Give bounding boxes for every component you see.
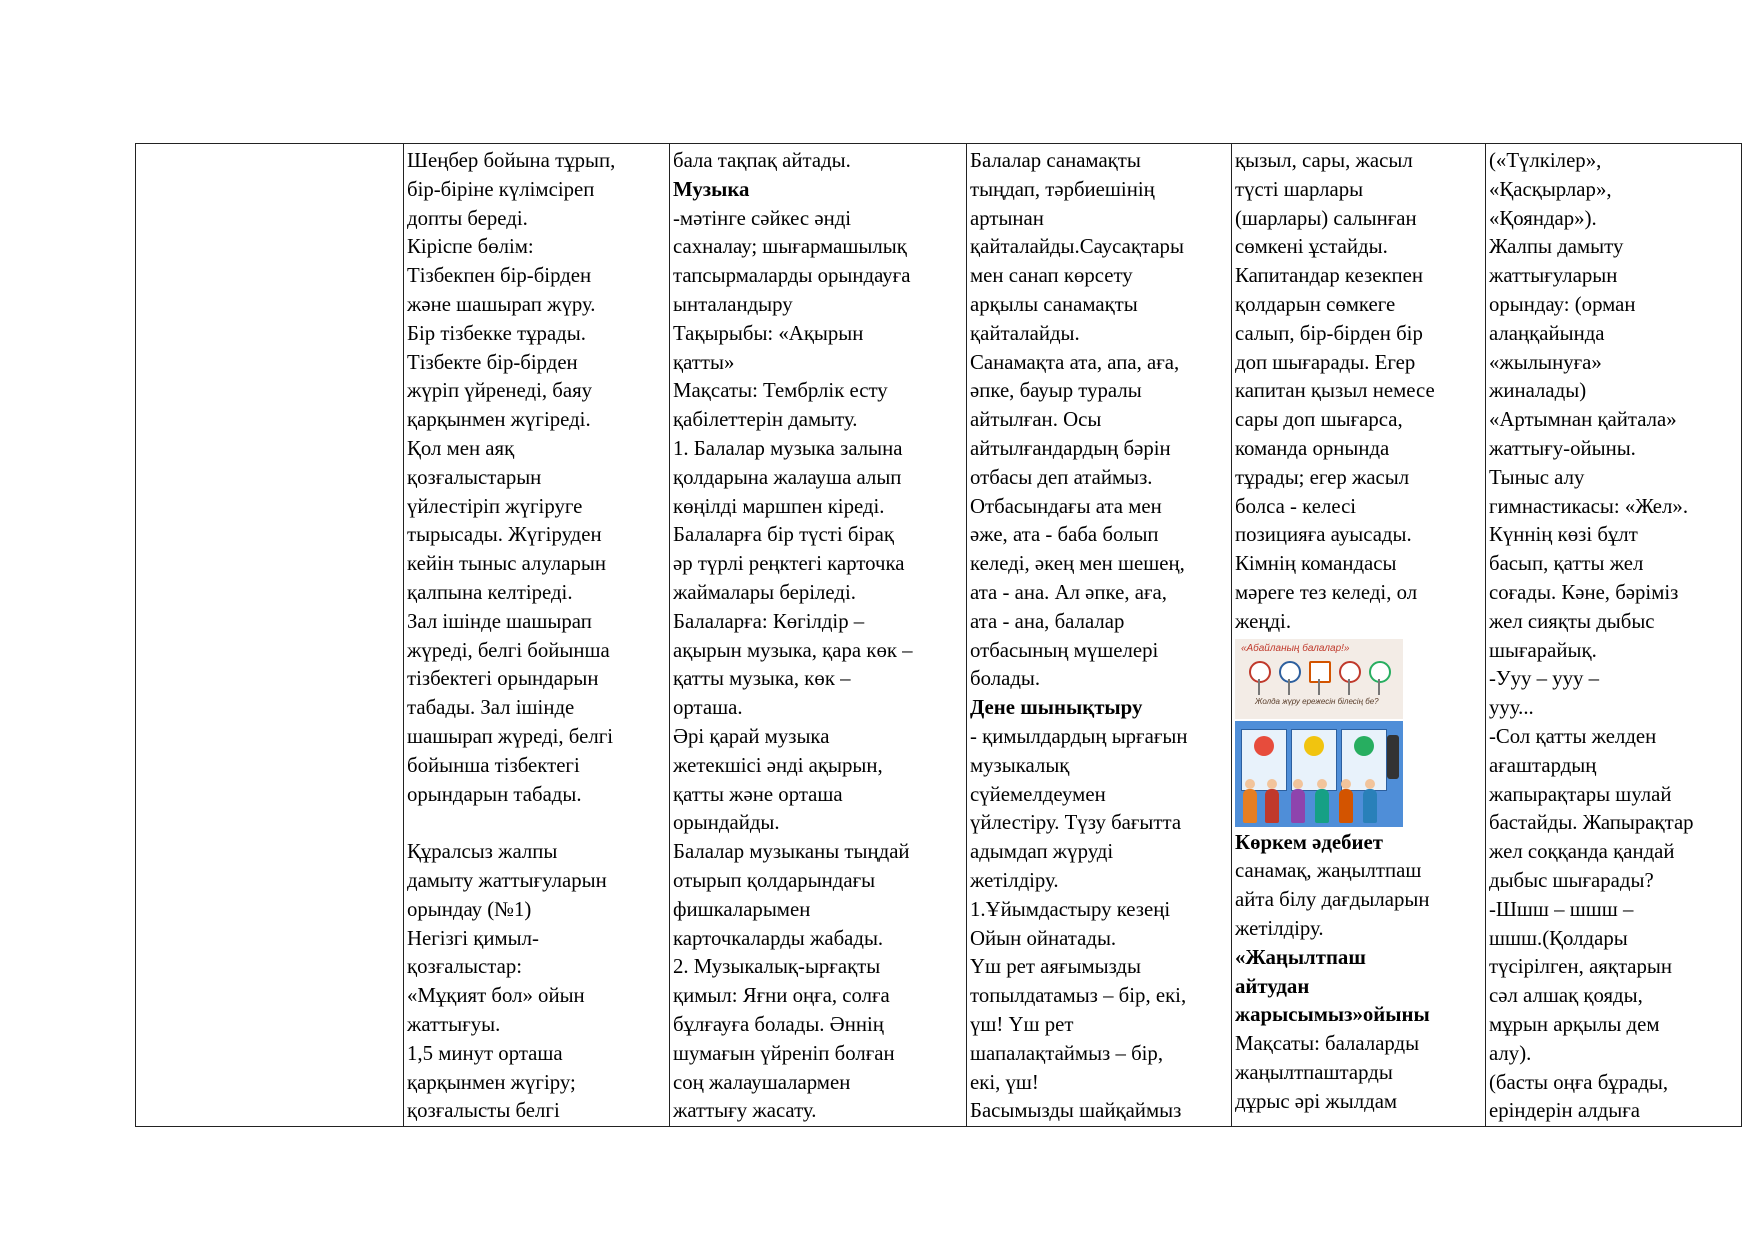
child-figure-icon	[1291, 789, 1305, 823]
text-line: үйлестіріп жүгіруге	[407, 494, 583, 518]
text-line: соң жалаушалармен	[673, 1070, 851, 1094]
text-line: Тақырыбы: «Ақырын	[673, 321, 864, 345]
text-line: орташа.	[673, 696, 743, 720]
section-heading: Дене шынықтыру	[970, 696, 1143, 720]
text-line: мен санап көрсету	[970, 264, 1133, 288]
text-line: жетілдіру.	[970, 868, 1059, 892]
text-line: Балаларға бір түсті бірақ	[673, 523, 894, 547]
text-line: бала тақпақ айтады.	[673, 149, 851, 172]
text-line: қозғалыстар:	[407, 955, 522, 979]
text-line: салып, бір-бірден бір	[1235, 321, 1423, 345]
text-line: (шарлары) салынған	[1235, 206, 1417, 230]
text-line: болса - келесі	[1235, 494, 1357, 518]
text-line: 2. Музыкалық-ырғақты	[673, 955, 881, 979]
child-figure-icon	[1363, 789, 1377, 823]
text-line: болады.	[970, 667, 1041, 691]
section-heading: Музыка	[673, 177, 750, 201]
text-line: кейін тыныс алуларын	[407, 552, 607, 576]
text-line: жаттығу жасату.	[673, 1099, 817, 1123]
text-line: жаттығу-ойыны.	[1489, 436, 1636, 460]
text-line: дұрыс әрі жылдам	[1235, 1089, 1398, 1113]
text-line: алу).	[1489, 1041, 1532, 1065]
text-line: орындарын табады.	[407, 782, 582, 806]
text-line: жел соққанда қандай	[1489, 840, 1675, 864]
text-line: бастайды. Жапырақтар	[1489, 811, 1694, 835]
sign-pole-icon	[1288, 679, 1290, 695]
text-line: музыкалық	[970, 753, 1070, 777]
text-line: қарқынмен жүгіреді.	[407, 408, 591, 432]
section-heading: жарысымыз»ойыны	[1235, 1003, 1430, 1027]
text-line: Капитандар кезекпен	[1235, 264, 1424, 288]
text-line: Мақсаты: балаларды	[1235, 1032, 1420, 1056]
text-line: және шашырап жүру.	[407, 292, 596, 316]
text-line: «Мұқият бол» ойын	[407, 984, 585, 1008]
sign-pole-icon	[1378, 679, 1380, 695]
text-line: қатты музыка, көк –	[673, 667, 851, 691]
text-line: Бір тізбекке тұрады.	[407, 321, 586, 345]
table-column-empty	[136, 144, 404, 1126]
table-column-2	[670, 144, 967, 1126]
text-line: айтылған. Осы	[970, 408, 1102, 432]
text-line: ата - ана. Ал әпке, аға,	[970, 580, 1167, 604]
text-line: тізбектегі орындарын	[407, 667, 599, 691]
text-line: «жылынуға»	[1489, 350, 1602, 374]
text-line: Зал ішінде шашырап	[407, 609, 592, 633]
text-line: Ойын ойнатады.	[970, 926, 1117, 950]
text-line: шумағын үйреніп болған	[673, 1041, 895, 1065]
illustration-road-signs	[1235, 639, 1403, 719]
column-4-top-text	[1235, 147, 1481, 637]
text-line: Кіріспе бөлім:	[407, 235, 534, 259]
text-line: жүріп үйренеді, баяу	[407, 379, 593, 403]
text-line: шашырап жүреді, белгі	[407, 724, 614, 748]
text-line: Балалар музыканы тыңдай	[673, 840, 910, 864]
text-line: орындау: (орман	[1489, 292, 1636, 316]
text-line: шшш.(Қолдары	[1489, 926, 1628, 950]
text-line: («Түлкілер»,	[1489, 149, 1602, 172]
child-figure-icon	[1315, 789, 1329, 823]
text-line: сөмкені ұстайды.	[1235, 235, 1388, 259]
table-column-4	[1232, 144, 1486, 1126]
text-line: Қол мен аяқ	[407, 436, 515, 460]
text-line: артынан	[970, 206, 1044, 230]
text-line: түсті шарлары	[1235, 177, 1364, 201]
text-line: табады. Зал ішінде	[407, 696, 575, 720]
text-line: Әрі қарай музыка	[673, 724, 830, 748]
text-line: жиналады)	[1489, 379, 1587, 403]
text-line: шапалақтаймыз – бір,	[970, 1041, 1164, 1065]
child-figure-icon	[1265, 789, 1279, 823]
text-line: орындау (№1)	[407, 897, 532, 921]
text-line: Шеңбер бойына тұрып,	[407, 149, 616, 172]
text-line: отырып қолдарындағы	[673, 868, 876, 892]
text-line: жаттығуы.	[407, 1012, 501, 1036]
text-line: жүреді, белгі бойынша	[407, 638, 610, 662]
section-heading: айтудан	[1235, 974, 1310, 998]
text-line: Күннің көзі бұлт	[1489, 523, 1638, 547]
text-line: Жалпы дамыту	[1489, 235, 1624, 259]
traffic-light-icon	[1387, 735, 1399, 779]
text-line: жапырақтары шулай	[1489, 782, 1672, 806]
sign-pole-icon	[1318, 679, 1320, 695]
text-line: Балалар санамақты	[970, 149, 1141, 172]
section-heading: «Жаңылтпаш	[1235, 945, 1366, 969]
green-light-icon	[1354, 736, 1374, 756]
text-line: Тізбекте бір-бірден	[407, 350, 578, 374]
text-line: көңілді маршпен кіреді.	[673, 494, 885, 518]
text-line: 1,5 минут орташа	[407, 1041, 563, 1065]
text-line: - қимылдардың ырғағын	[970, 724, 1188, 748]
text-line: фишкаларымен	[673, 897, 811, 921]
text-line: қимыл: Яғни оңға, солға	[673, 984, 890, 1008]
text-line: әпке, бауыр туралы	[970, 379, 1142, 403]
text-line: Құралсыз жалпы	[407, 840, 558, 864]
text-line: Тізбекпен бір-бірден	[407, 264, 592, 288]
traffic-rules-illustration	[1235, 639, 1403, 827]
sign-pole-icon	[1258, 679, 1260, 695]
text-line: сары доп шығарса,	[1235, 408, 1403, 432]
text-line: қатты және орташа	[673, 782, 843, 806]
text-line: жетекшісі әнді ақырын,	[673, 753, 883, 777]
text-line: адымдап жүруді	[970, 840, 1114, 864]
section-heading: Көркем әдебиет	[1235, 830, 1383, 854]
text-line: жаттығуларын	[1489, 264, 1618, 288]
text-line: бұлғауға болады. Әннің	[673, 1012, 884, 1036]
text-line	[407, 809, 665, 838]
text-line: Балаларға: Көгілдір –	[673, 609, 865, 633]
text-line: айта білу дағдыларын	[1235, 888, 1430, 912]
road-sign-icon	[1339, 661, 1361, 683]
illustration-traffic-lights	[1235, 721, 1403, 827]
text-line: -Ууу – ууу –	[1489, 667, 1600, 691]
text-line: команда орнында	[1235, 436, 1390, 460]
text-line: бойынша тізбектегі	[407, 753, 580, 777]
illustration-caption-top: «Абайланың балалар!»	[1241, 642, 1350, 654]
text-line: мәреге тез келеді, ол	[1235, 580, 1418, 604]
text-line: шығарайық.	[1489, 638, 1597, 662]
text-line: ынталандыру	[673, 292, 793, 316]
text-line: Тыныс алу	[1489, 465, 1585, 489]
table-column-1	[404, 144, 670, 1126]
text-line: 1. Балалар музыка залына	[673, 436, 903, 460]
text-line: позицияға ауысады.	[1235, 523, 1412, 547]
text-line: допты береді.	[407, 206, 528, 230]
text-line: үш! Үш рет	[970, 1012, 1074, 1036]
text-line: -Сол қатты желден	[1489, 724, 1657, 748]
road-sign-icon	[1279, 661, 1301, 683]
child-figure-icon	[1243, 789, 1257, 823]
road-sign-icon	[1369, 661, 1391, 683]
text-line: Басымызды шайқаймыз	[970, 1099, 1182, 1123]
text-line: тыңдап, тәрбиешінің	[970, 177, 1155, 201]
text-line: қарқынмен жүгіру;	[407, 1070, 576, 1094]
text-line: әже, ата - баба болып	[970, 523, 1159, 547]
text-line: қайталайды.Саусақтары	[970, 235, 1184, 259]
road-sign-icon	[1249, 661, 1271, 683]
text-line: ууу...	[1489, 696, 1534, 720]
text-line: жел сияқты дыбыс	[1489, 609, 1655, 633]
text-line: санамақ, жаңылтпаш	[1235, 859, 1422, 883]
yellow-light-icon	[1304, 736, 1324, 756]
text-line: айтылғандардың бәрін	[970, 436, 1171, 460]
text-line: топылдатамыз – бір, екі,	[970, 984, 1187, 1008]
text-line: сәл алшақ қояды,	[1489, 984, 1643, 1008]
text-line: ақырын музыка, қара көк –	[673, 638, 913, 662]
text-line: жаңылтпаштарды	[1235, 1060, 1393, 1084]
text-line: ата - ана, балалар	[970, 609, 1125, 633]
table-column-3	[967, 144, 1232, 1126]
text-line: гимнастикасы: «Жел».	[1489, 494, 1689, 518]
column-4-bottom-text	[1235, 829, 1481, 1117]
text-line: түсірілген, аяқтарын	[1489, 955, 1673, 979]
text-line: -Шшш – шшш –	[1489, 897, 1634, 921]
text-line: мұрын арқылы дем	[1489, 1012, 1660, 1036]
text-line: тапсырмаларды орындауға	[673, 264, 911, 288]
text-line: Мақсаты: Тембрлік есту	[673, 379, 888, 403]
text-line: тырысады. Жүгіруден	[407, 523, 602, 547]
text-line: Кімнің командасы	[1235, 552, 1397, 576]
text-line: Негізгі қимыл-	[407, 926, 539, 950]
text-line: дыбыс шығарады?	[1489, 868, 1654, 892]
text-line: қолдарын сөмкеге	[1235, 292, 1396, 316]
text-line: «Қасқырлар»,	[1489, 177, 1612, 201]
road-sign-icon	[1309, 661, 1331, 683]
text-line: отбасының мүшелері	[970, 638, 1159, 662]
text-line: сүйемелдеумен	[970, 782, 1106, 806]
text-line: сахналау; шығармашылық	[673, 235, 907, 259]
text-line: қызыл, сары, жасыл	[1235, 149, 1413, 172]
child-figure-icon	[1339, 789, 1353, 823]
text-line: отбасы деп атаймыз.	[970, 465, 1153, 489]
text-line: үйлестіру. Түзу бағытта	[970, 811, 1182, 835]
text-line: бір-біріне күлімсіреп	[407, 177, 595, 201]
illustration-caption-mid: Жолда жүру ережесін білесің бе?	[1255, 696, 1379, 706]
text-line: карточкаларды жабады.	[673, 926, 884, 950]
text-line: қозғалысты белгі	[407, 1099, 560, 1123]
text-line: тұрады; егер жасыл	[1235, 465, 1410, 489]
red-light-icon	[1254, 736, 1274, 756]
text-line: Санамақта ата, апа, аға,	[970, 350, 1180, 374]
plan-table	[135, 143, 1742, 1127]
text-line: жеңді.	[1235, 609, 1292, 633]
text-line: келеді, әкең мен шешең,	[970, 552, 1185, 576]
text-line: (басты оңға бұрады,	[1489, 1070, 1669, 1094]
text-line: қайталайды.	[970, 321, 1080, 345]
text-line: қатты»	[673, 350, 735, 374]
text-line: Отбасындағы ата мен	[970, 494, 1162, 518]
text-line: басып, қатты жел	[1489, 552, 1644, 576]
table-column-5	[1486, 144, 1741, 1126]
text-line: «Қояндар»).	[1489, 206, 1597, 230]
text-line: орындайды.	[673, 811, 780, 835]
text-line: арқылы санамақты	[970, 292, 1138, 316]
text-line: дамыту жаттығуларын	[407, 868, 607, 892]
text-line: капитан қызыл немесе	[1235, 379, 1435, 403]
text-line: еріндерін алдыға	[1489, 1099, 1640, 1123]
text-line: қозғалыстарын	[407, 465, 542, 489]
text-line: соғады. Кәне, бәріміз	[1489, 580, 1679, 604]
text-line: «Артымнан қайтала»	[1489, 408, 1677, 432]
text-line: 1.Ұйымдастыру кезеңі	[970, 897, 1171, 921]
text-line: қалпына келтіреді.	[407, 580, 573, 604]
text-line: екі, үш!	[970, 1070, 1039, 1094]
text-line: Үш рет аяғымызды	[970, 955, 1141, 979]
sign-pole-icon	[1348, 679, 1350, 695]
text-line: қолдарына жалауша алып	[673, 465, 902, 489]
text-line: доп шығарады. Егер	[1235, 350, 1416, 374]
text-line: жетілдіру.	[1235, 916, 1324, 940]
text-line: қабілеттерін дамыту.	[673, 408, 858, 432]
text-line: алаңқайында	[1489, 321, 1605, 345]
text-line: жаймалары беріледі.	[673, 580, 856, 604]
text-line: әр түрлі реңктегі карточка	[673, 552, 905, 576]
text-line: ағаштардың	[1489, 753, 1597, 777]
text-line: -мәтінге сәйкес әнді	[673, 206, 852, 230]
